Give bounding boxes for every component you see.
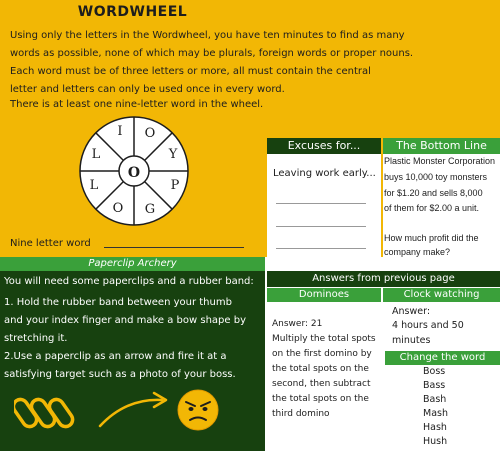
arrow-icon bbox=[96, 388, 172, 432]
paperclip-icon bbox=[14, 388, 78, 438]
dominoes-answer-text: on the first domino by bbox=[272, 349, 372, 359]
dominoes-header: Dominoes bbox=[267, 288, 381, 302]
wordwheel-intro-line: words as possible, none of which may be plurals, foreign words or proper nouns. bbox=[10, 48, 414, 59]
change-the-word-header: Change the word bbox=[385, 351, 500, 365]
wordwheel-title: WORDWHEEL bbox=[77, 4, 188, 20]
change-the-word-item: Hush bbox=[423, 436, 448, 447]
archery-text: and your index finger and make a bow shape by bbox=[4, 315, 246, 326]
dominoes-answer-text: Answer: 21 bbox=[272, 319, 323, 329]
dominoes-answer-text: the total spots on the bbox=[272, 364, 369, 374]
paperclip-archery-header: Paperclip Archery bbox=[0, 257, 265, 271]
change-the-word-item: Bass bbox=[423, 380, 446, 391]
nine-letter-answer-line[interactable] bbox=[104, 247, 244, 248]
wheel-letter: O bbox=[144, 126, 156, 141]
archery-text: You will need some paperclips and a rubber band: bbox=[4, 276, 254, 287]
wheel-letter: I bbox=[117, 124, 123, 139]
change-the-word-item: Boss bbox=[423, 366, 446, 377]
excuses-header: Excuses for... bbox=[267, 138, 381, 154]
excuse-answer-line[interactable] bbox=[276, 226, 366, 227]
wordwheel-intro-line: Each word must be of three letters or more, all must contain the central bbox=[10, 66, 371, 77]
change-the-word-item: Mash bbox=[423, 408, 448, 419]
wheel-letter: O bbox=[112, 201, 124, 216]
dominoes-answer-text: Multiply the total spots bbox=[272, 334, 376, 344]
answers-header: Answers from previous page bbox=[267, 271, 500, 287]
bottom-line-text: for $1.20 and sells 8,000 bbox=[384, 188, 483, 198]
angry-face-icon bbox=[176, 388, 220, 432]
bottom-line-text: buys 10,000 toy monsters bbox=[384, 172, 488, 182]
excuse-answer-line[interactable] bbox=[276, 203, 366, 204]
dominoes-answer-text: second, then subtract bbox=[272, 379, 371, 389]
change-the-word-item: Bash bbox=[423, 394, 447, 405]
clock-watching-answer-text: Answer: bbox=[392, 306, 431, 317]
nine-letter-label: Nine letter word bbox=[10, 238, 91, 249]
word-wheel bbox=[78, 115, 190, 227]
wheel-center-letter: O bbox=[127, 165, 141, 181]
dominoes-answer-text: third domino bbox=[272, 409, 330, 419]
wheel-letter: P bbox=[170, 178, 180, 193]
clock-watching-answer-text: minutes bbox=[392, 335, 431, 346]
bottom-line-text: How much profit did the bbox=[384, 233, 479, 243]
bottom-line-text: company make? bbox=[384, 247, 451, 257]
bottom-line-text: Plastic Monster Corporation bbox=[384, 156, 496, 166]
wheel-letter: Y bbox=[168, 147, 178, 162]
archery-text: 2.Use a paperclip as an arrow and fire it at a bbox=[4, 351, 227, 362]
wheel-letter: L bbox=[91, 147, 101, 162]
wheel-letter: G bbox=[144, 202, 156, 217]
archery-text: stretching it. bbox=[4, 333, 68, 344]
archery-text: satisfying target such as a photo of your boss. bbox=[4, 369, 236, 380]
wordwheel-intro-line: letter and letters can only be used once in every word. bbox=[10, 84, 285, 95]
bottom-line-header: The Bottom Line bbox=[383, 138, 500, 154]
archery-text: 1. Hold the rubber band between your thumb bbox=[4, 297, 232, 308]
wheel-letter: L bbox=[89, 178, 99, 193]
wordwheel-intro-line: Using only the letters in the Wordwheel, you have ten minutes to find as many bbox=[10, 30, 405, 41]
clock-watching-header: Clock watching bbox=[383, 288, 500, 302]
excuse-answer-line[interactable] bbox=[276, 248, 366, 249]
bottom-line-text: of them for $2.00 a unit. bbox=[384, 203, 480, 213]
dominoes-answer-text: the total spots on the bbox=[272, 394, 369, 404]
excuses-prompt: Leaving work early... bbox=[273, 168, 376, 179]
change-the-word-item: Hash bbox=[423, 422, 447, 433]
wordwheel-intro-line: There is at least one nine-letter word in the wheel. bbox=[10, 99, 264, 110]
clock-watching-answer-text: 4 hours and 50 bbox=[392, 320, 464, 331]
